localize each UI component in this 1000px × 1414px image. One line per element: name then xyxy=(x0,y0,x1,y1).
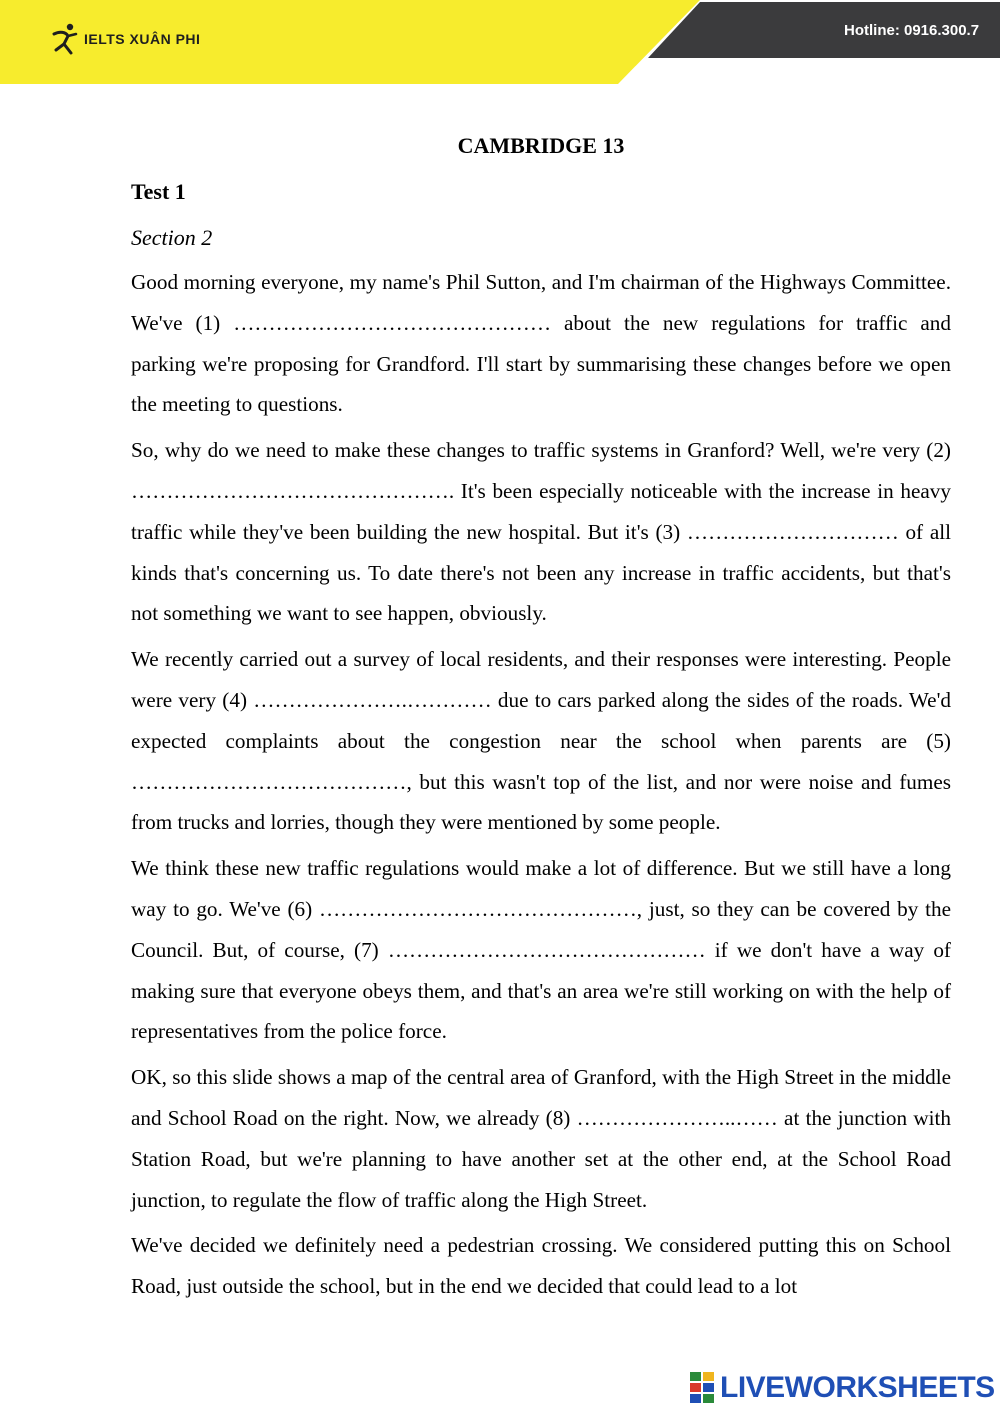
footer-brand xyxy=(690,1370,995,1406)
paragraph: OK, so this slide shows a map of the central area of Granford, with the High Street in the middle and School Road on the right. Now, we already (8) …………………..…… at the junction with Station Road, but we're planning to have another set at the other end, at the School Road junction, to regulate the flow of traffic along the High Street. xyxy=(131,1065,951,1212)
paragraph: We recently carried out a survey of local residents, and their responses were interesting. People were very (4) ………………….………… due to cars parked along the sides of the roads. We'd expected complaints about the congestion near the school when parents are (5) …………………………………, but this wasn't top of the list, and nor were noise and fumes from trucks and lorries, though they were mentioned by some people. xyxy=(131,647,951,835)
brand-logo xyxy=(50,22,200,56)
document-title: CAMBRIDGE 13 xyxy=(457,133,625,158)
paragraph: We think these new traffic regulations would make a lot of difference. But we still have a long way to go. We've (6) ………………………………………, just, so they can be covered by the Council. But, of course, (7) ……………………………………… if we don't have a way of making sure that everyone obeys them, and that's an area we're still working on with the help of representatives from the police force. xyxy=(131,856,951,1044)
paragraph: Good morning everyone, my name's Phil Sutton, and I'm chairman of the Highways Committee. We've (1) ……………………………………… about the new regulations for traffic and parking we're proposing for Grandford. I'll start by summarising these changes before we open the meeting to questions. xyxy=(131,270,951,417)
document-body xyxy=(131,124,951,1312)
liveworksheets-logo-icon xyxy=(690,1372,716,1404)
brand-name: IELTS XUÂN PHI xyxy=(84,31,201,47)
paragraph: So, why do we need to make these changes to traffic systems in Granford? Well, we're very (2) ………………………………………. It's been especially noticeable with the increase in heavy traffic while they've been building the new hospital. But it's (3) ………………………… of all kinds that's concerning us. To date there's not been any increase in traffic accidents, but that's not something we want to see happen, obviously. xyxy=(131,438,951,626)
header-band xyxy=(0,0,1000,84)
runner-icon xyxy=(50,22,80,56)
hotline-text: Hotline: 0916.300.7 xyxy=(844,22,980,39)
paragraph: We've decided we definitely need a pedestrian crossing. We considered putting this on School Road, just outside the school, but in the end we decided that could lead to a lot xyxy=(131,1233,951,1299)
test-label: Test 1 xyxy=(131,179,186,204)
section-label: Section 2 xyxy=(131,225,213,250)
footer-brand-text: LIVEWORKSHEETS xyxy=(720,1371,995,1404)
